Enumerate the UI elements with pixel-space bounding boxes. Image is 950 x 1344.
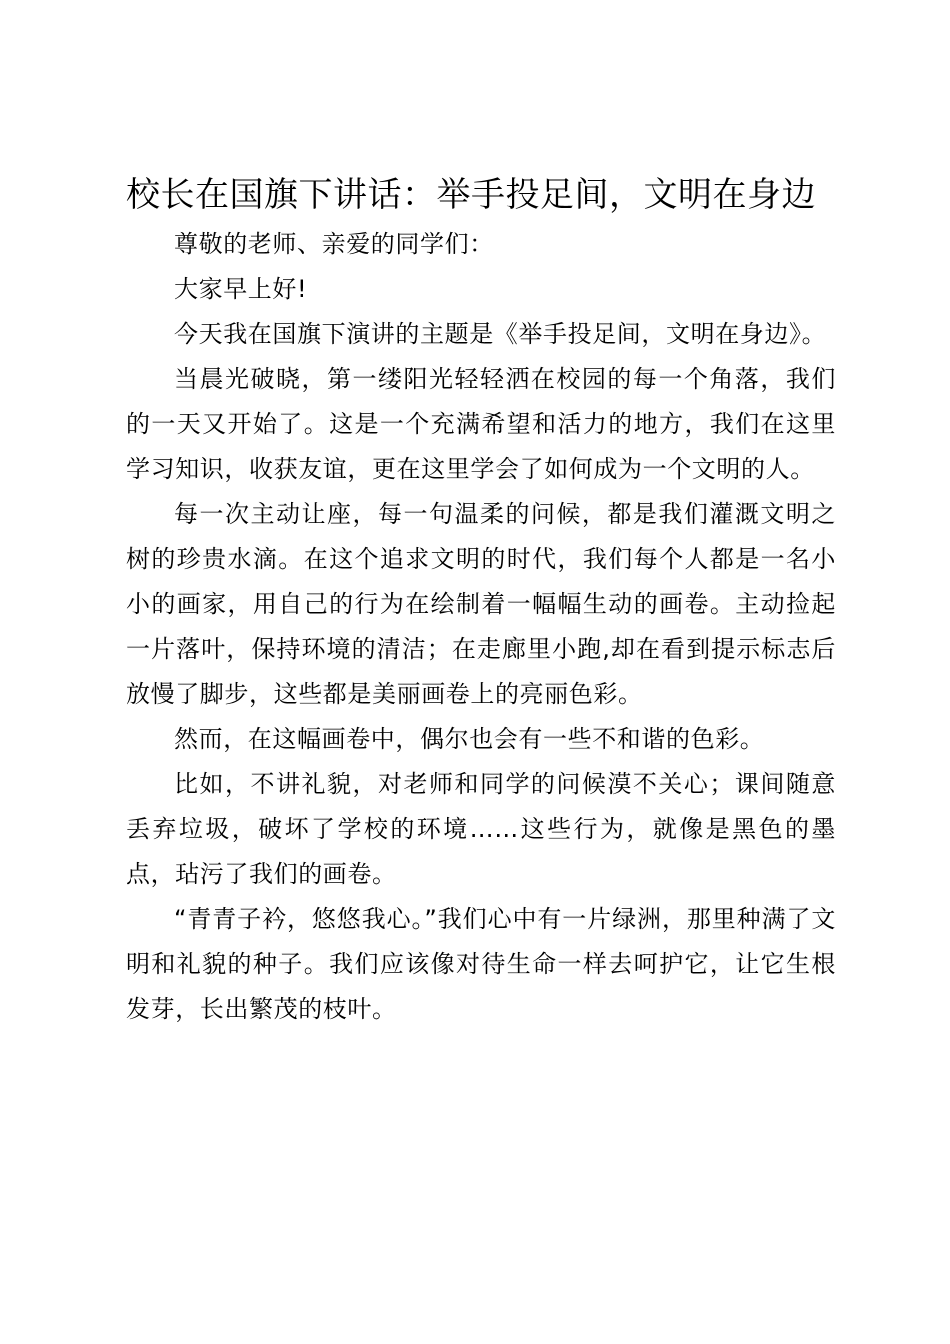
paragraph-morning-campus: 当晨光破晓，第一缕阳光轻轻洒在校园的每一个角落，我们的一天又开始了。这是一个充满希望和活力的地方，我们在这里学习知识，收获友谊，更在这里学会了如何成为一个文明的人。 bbox=[126, 365, 836, 483]
paragraph-disharmony: 然而，在这幅画卷中，偶尔也会有一些不和谐的色彩。 bbox=[174, 725, 765, 753]
document-body bbox=[126, 172, 836, 1032]
paragraph-topic: 今天我在国旗下演讲的主题是《举手投足间，文明在身边》。 bbox=[174, 320, 827, 348]
paragraph-greeting: 尊敬的老师、亲爱的同学们： bbox=[174, 230, 494, 258]
paragraph-oasis: “青青子衿，悠悠我心。”我们心中有一片绿洲，那里种满了文明和礼貌的种子。我们应该像对待生命一样去呵护它，让它生根发芽，长出繁茂的枝叶。 bbox=[126, 905, 836, 1023]
paragraph-civilized-acts: 每一次主动让座，每一句温柔的问候，都是我们灌溉文明之树的珍贵水滴。在这个追求文明的时代，我们每个人都是一名小小的画家，用自己的行为在绘制着一幅幅生动的画卷。主动捡起一片落叶，保持环境的清洁；在走廊里小跑,却在看到提示标志后放慢了脚步，这些都是美丽画卷上的亮丽色彩。 bbox=[126, 500, 836, 708]
paragraph-good-morning: 大家早上好! bbox=[174, 275, 308, 303]
paragraph-bad-examples: 比如，不讲礼貌，对老师和同学的问候漠不关心；课间随意丢弃垃圾，破坏了学校的环境……这些行为，就像是黑色的墨点，玷污了我们的画卷。 bbox=[126, 770, 836, 888]
document-title: 校长在国旗下讲话：举手投足间，文明在身边 bbox=[126, 175, 816, 215]
